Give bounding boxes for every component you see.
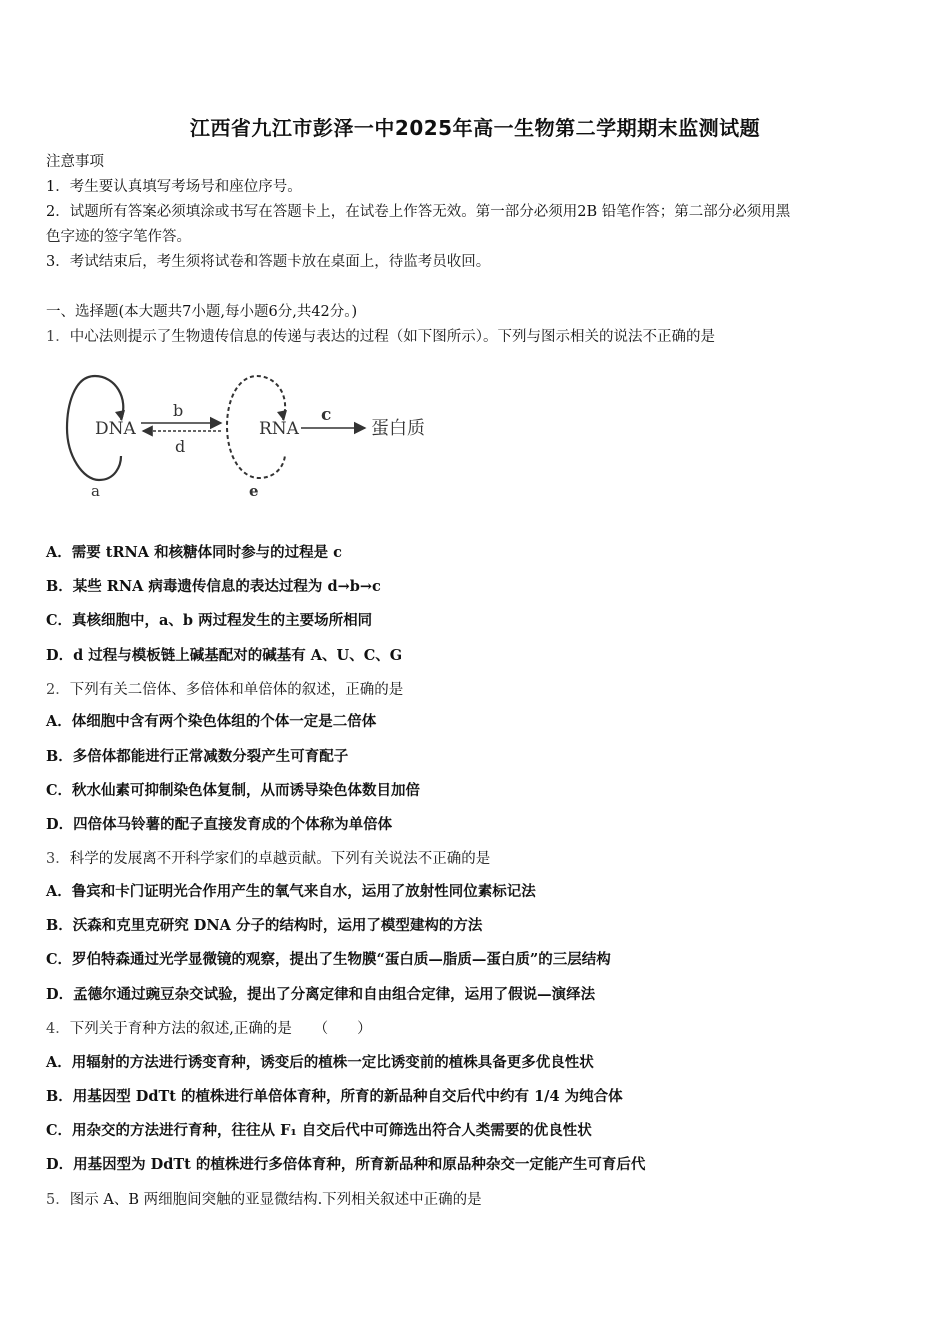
notes-heading: 注意事项 <box>46 154 104 170</box>
label-a: a <box>91 482 100 500</box>
question-number: 4． <box>46 1021 70 1037</box>
option: D．d 过程与模板链上碱基配对的碱基有 A、U、C、G <box>46 647 403 664</box>
question-3 <box>46 849 490 869</box>
option: C．罗伯特森通过光学显微镜的观察，提出了生物膜“蛋白质—脂质—蛋白质”的三层结构 <box>46 951 611 968</box>
rna-label: RNA <box>259 419 299 439</box>
option: D．孟德尔通过豌豆杂交试验，提出了分离定律和自由组合定律，运用了假说—演绎法 <box>46 986 596 1003</box>
label-d: d <box>175 437 186 456</box>
question-1 <box>46 327 715 347</box>
question-stem: 科学的发展离不开科学家们的卓越贡献。下列有关说法不正确的是 <box>69 851 491 867</box>
option: D．用基因型为 DdTt 的植株进行多倍体育种，所育新品种和原品种杂交一定能产生可育后代 <box>46 1156 646 1173</box>
option: C．真核细胞中，a、b 两过程发生的主要场所相同 <box>46 612 373 629</box>
central-dogma-diagram <box>55 368 445 503</box>
option: B．沃森和克里克研究 DNA 分子的结构时，运用了模型建构的方法 <box>46 917 483 934</box>
protein-label: 蛋白质 <box>371 418 425 439</box>
question-number: 1． <box>46 329 70 345</box>
option: A．鲁宾和卡门证明光合作用产生的氧气来自水，运用了放射性同位素标记法 <box>46 883 536 900</box>
note-item: 2．试题所有答案必须填涂或书写在答题卡上，在试卷上作答无效。第一部分必须用2B 铅笔作答；第二部分必须用黑 <box>46 204 791 220</box>
page-title: 江西省九江市彭泽一中2025年高一生物第二学期期末监测试题 <box>189 116 761 140</box>
question-stem: 中心法则提示了生物遗传信息的传递与表达的过程（如下图所示）。下列与图示相关的说法不正确的是 <box>69 329 715 345</box>
question-stem: 下列关于育种方法的叙述,正确的是 （ ） <box>69 1021 372 1037</box>
section-heading: 一、选择题(本大题共7小题,每小题6分,共42分。) <box>46 304 358 320</box>
option: A．体细胞中含有两个染色体组的个体一定是二倍体 <box>46 713 377 730</box>
question-number: 3． <box>46 851 70 867</box>
option: D．四倍体马铃薯的配子直接发育成的个体称为单倍体 <box>46 816 393 833</box>
note-item: 色字迹的签字笔作答。 <box>46 229 191 245</box>
dna-label: DNA <box>95 419 136 439</box>
option: B．用基因型 DdTt 的植株进行单倍体育种，所育的新品种自交后代中约有 1/4 为纯合体 <box>46 1088 623 1105</box>
question-2 <box>46 680 403 700</box>
option: A．需要 tRNA 和核糖体同时参与的过程是 c <box>46 544 342 561</box>
note-item: 1．考生要认真填写考场号和座位序号。 <box>46 179 302 195</box>
option: A．用辐射的方法进行诱变育种，诱变后的植株一定比诱变前的植株具备更多优良性状 <box>46 1054 594 1071</box>
note-item: 3．考试结束后，考生须将试卷和答题卡放在桌面上，待监考员收回。 <box>46 254 491 270</box>
option: C．秋水仙素可抑制染色体复制，从而诱导染色体数目加倍 <box>46 782 421 799</box>
label-b: b <box>173 401 184 420</box>
question-number: 2． <box>46 682 70 698</box>
question-4 <box>46 1019 372 1039</box>
option: C．用杂交的方法进行育种，往往从 F₁ 自交后代中可筛选出符合人类需要的优良性状 <box>46 1122 592 1139</box>
question-stem: 图示 A、B 两细胞间突触的亚显微结构.下列相关叙述中正确的是 <box>69 1192 482 1208</box>
question-stem: 下列有关二倍体、多倍体和单倍体的叙述，正确的是 <box>69 682 404 698</box>
question-5 <box>46 1190 482 1210</box>
label-c: c <box>321 405 332 425</box>
option: B．某些 RNA 病毒遗传信息的表达过程为 d→b→c <box>46 578 381 595</box>
label-e: e <box>249 482 259 500</box>
option: B．多倍体都能进行正常减数分裂产生可育配子 <box>46 748 349 765</box>
question-number: 5． <box>46 1192 70 1208</box>
